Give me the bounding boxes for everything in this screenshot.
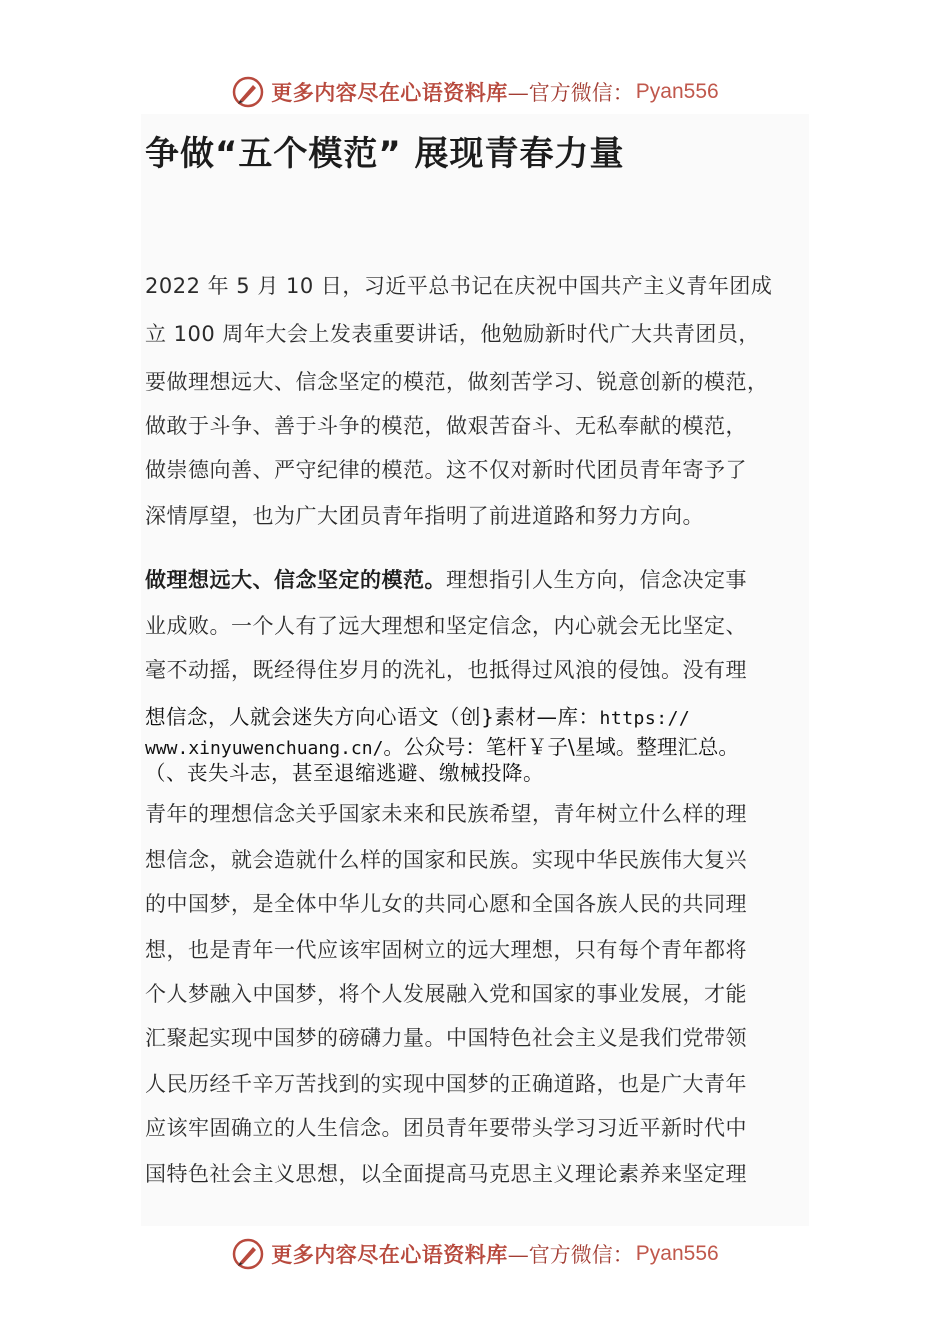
watermark-url-part-1: https:// [599, 708, 691, 729]
body-line: 汇聚起实现中国梦的磅礴力量。中国特色社会主义是我们党带领 [145, 1026, 747, 1050]
section1-line: 业成败。一个人有了远大理想和坚定信念，内心就会无比坚定、 [145, 614, 747, 638]
watermark-url-part-2: www.xinyuwenchuang.cn/ [145, 738, 384, 759]
body-line: 个人梦融入中国梦，将个人发展融入党和国家的事业发展，才能 [145, 982, 747, 1006]
intro-line: 做崇德向善、严守纪律的模范。这不仅对新时代团员青年寄予了 [145, 458, 747, 482]
footer-suffix-text: —官方微信： [507, 1243, 634, 1267]
intro-line: 做敢于斗争、善于斗争的模范，做艰苦奋斗、无私奉献的模范， [145, 414, 747, 438]
body-line: 青年的理想信念关乎国家未来和民族希望，青年树立什么样的理 [145, 802, 747, 826]
footer-banner [0, 1232, 950, 1276]
article-title: 争做“五个模范” 展现青春力量 [145, 134, 625, 174]
section1-first-line [145, 564, 747, 594]
intro-line: 深情厚望，也为广大团员青年指明了前进道路和努力方向。 [145, 504, 704, 528]
pen-logo-icon [231, 1237, 265, 1271]
body-line: 想信念，就会造就什么样的国家和民族。实现中华民族伟大复兴 [145, 848, 747, 872]
watermark-line-3: （、丧失斗志，甚至退缩逃避、缴械投降。 [145, 761, 544, 785]
body-line: 人民历经千辛万苦找到的实现中国梦的正确道路，也是广大青年 [145, 1072, 747, 1096]
watermark-line-1-text: 想信念，人就会迷失方向心语文（创}素材—库： [145, 705, 600, 729]
pen-logo-icon [231, 75, 265, 109]
body-line: 应该牢固确立的人生信念。团员青年要带头学习习近平新时代中 [145, 1116, 747, 1140]
section1-first-line-rest: 理想指引人生方向，信念决定事 [446, 568, 747, 592]
body-line: 国特色社会主义思想，以全面提高马克思主义理论素养来坚定理 [145, 1162, 747, 1186]
header-wechat-id: Pyan556 [635, 80, 719, 103]
watermark-line-1 [145, 700, 690, 730]
section1-line: 毫不动摇，既经得住岁月的洗礼，也抵得过风浪的侵蚀。没有理 [145, 658, 747, 682]
footer-brand-text: 更多内容尽在心语资料库 [271, 1242, 508, 1267]
header-brand-text: 更多内容尽在心语资料库 [271, 80, 508, 105]
header-banner [0, 70, 950, 114]
intro-line: 2022 年 5 月 10 日，习近平总书记在庆祝中国共产主义青年团成 [145, 274, 773, 298]
footer-wechat-id: Pyan556 [635, 1242, 719, 1265]
section1-heading: 做理想远大、信念坚定的模范。 [145, 568, 446, 592]
body-line: 的中国梦，是全体中华儿女的共同心愿和全国各族人民的共同理 [145, 892, 747, 916]
watermark-line-2-text: 。公众号：笔杆￥子\星域。整理汇总。 [383, 735, 739, 759]
body-line: 想，也是青年一代应该牢固树立的远大理想，只有每个青年都将 [145, 938, 747, 962]
intro-line: 要做理想远大、信念坚定的模范，做刻苦学习、锐意创新的模范， [145, 370, 769, 394]
intro-line: 立 100 周年大会上发表重要讲话，他勉励新时代广大共青团员， [145, 322, 760, 346]
header-suffix-text: —官方微信： [507, 81, 634, 105]
